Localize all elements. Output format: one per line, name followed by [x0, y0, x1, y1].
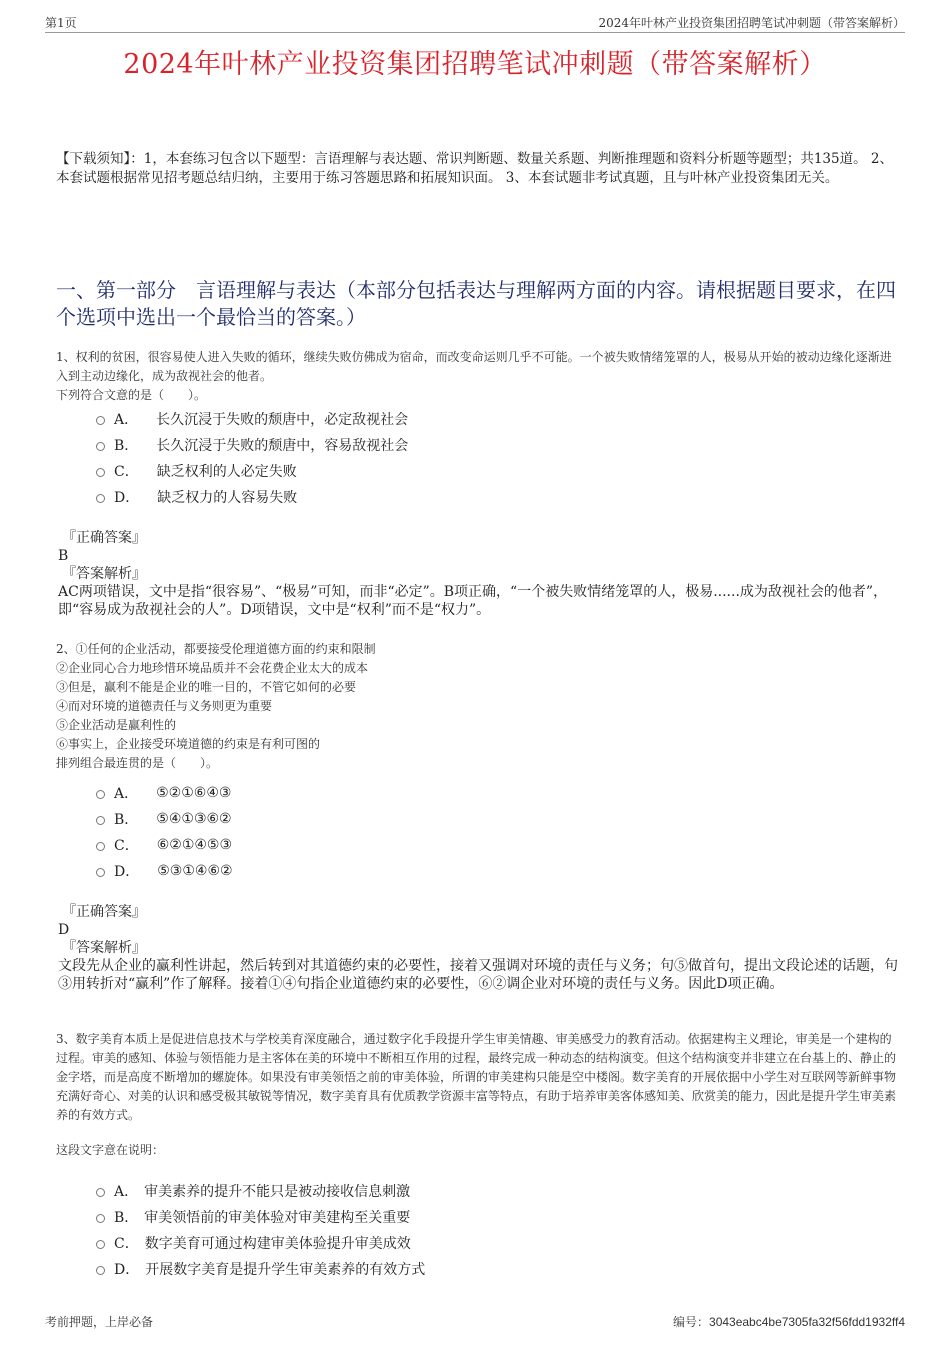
stem-line: 3、数字美育本质上是促进信息技术与学校美育深度融合，通过数字化手段提升学生审美情趣、审美感受力的教育活动。依据建构主义理论，审美是一个建构的过程。审美的感知、体验与领悟能力是主客体在美的环境中不断相互作用的过程，最终完成一种动态的结构演变。但这个结构演变并非建立在台基上的、静止的金字塔，而是高度不断增加的螺旋体。如果没有审美领悟之前的审美体验，所谓的审美建构只能是空中楼阁。数字美育的开展依据中小学生对互联网等新鲜事物充满好奇心、对美的认识和感受极其敏锐等情况，数字美育具有优质教学资源丰富等特点，有助于培养审美客体感知美、欣赏美的能力，因此是提升学生审美素养的有效方式。 — [56, 1032, 897, 1122]
radio-icon[interactable] — [96, 494, 105, 503]
radio-icon[interactable] — [96, 442, 105, 451]
footer-serial — [673, 1313, 905, 1330]
radio-icon[interactable] — [96, 868, 105, 877]
option-b[interactable]: B． ⑤④①③⑥② — [96, 806, 856, 832]
analysis-label: 『答案解析』 — [62, 566, 146, 582]
notice-label: 【下载须知】 — [56, 151, 131, 167]
footer-serial-code: 3043eabc4be7305fa32f56fdd1932ff4 — [709, 1315, 905, 1329]
radio-icon[interactable] — [96, 1188, 105, 1197]
option-c[interactable]: C． ⑥②①④⑤③ — [96, 832, 856, 858]
analysis-text: AC两项错误，文中是指“很容易”、“极易”可知，而非“必定”。B项正确，“一个被失败情绪笼罩的人，极易......成为敌视社会的他者”，即“容易成为敌视社会的人”。D项错误，文中是“权利”而不是“权力”。 — [58, 584, 888, 618]
stem-line: ⑥事实上，企业接受环境道德的约束是有利可图的 — [56, 737, 321, 751]
question-2-options — [96, 780, 856, 884]
document-title: 2024年叶林产业投资集团招聘笔试冲刺题（带答案解析） — [123, 49, 827, 80]
question-3-options — [96, 1178, 856, 1282]
stem-line: ②企业同心合力地珍惜环境品质并不会花费企业太大的成本 — [56, 661, 369, 675]
radio-icon[interactable] — [96, 416, 105, 425]
radio-icon[interactable] — [96, 842, 105, 851]
section-heading: 一、第一部分 言语理解与表达（本部分包括表达与理解两方面的内容。请根据题目要求，在四个选项中选出一个最恰当的答案。） — [56, 278, 896, 329]
answer-value: B — [58, 548, 69, 564]
question-1-options — [96, 406, 856, 510]
option-a[interactable]: A． 审美素养的提升不能只是被动接收信息刺激 — [96, 1178, 856, 1204]
option-b[interactable]: B． 审美领悟前的审美体验对审美建构至关重要 — [96, 1204, 856, 1230]
stem-line: ④而对环境的道德责任与义务则更为重要 — [56, 699, 273, 713]
radio-icon[interactable] — [96, 468, 105, 477]
question-2-answer — [56, 903, 898, 993]
stem-line: 排列组合最连贯的是（ ）。 — [56, 756, 219, 770]
header-doc-title: 2024年叶林产业投资集团招聘笔试冲刺题（带答案解析） — [598, 16, 905, 30]
footer-slogan: 考前押题，上岸必备 — [45, 1315, 154, 1329]
stem-line: ③但是，赢利不能是企业的唯一目的，不管它如何的必要 — [56, 680, 357, 694]
stem-line: 下列符合文意的是（ ）。 — [56, 388, 207, 402]
header-divider — [45, 32, 905, 33]
notice-text: ：1，本套练习包含以下题型：言语理解与表达题、常识判断题、数量关系题、判断推理题和资料分析题等题型；共135道。 2、本套试题根据常见招考题总结归纳，主要用于练习答题思路和拓展知识面。 3、本套试题非考试真题，且与叶林产业投资集团无关。 — [56, 151, 893, 186]
question-1-stem — [56, 348, 898, 405]
option-d[interactable]: D． ⑤③①④⑥② — [96, 858, 856, 884]
option-c[interactable]: C． 缺乏权利的人必定失败 — [96, 458, 856, 484]
radio-icon[interactable] — [96, 1240, 105, 1249]
radio-icon[interactable] — [96, 1266, 105, 1275]
footer-serial-label: 编号： — [673, 1315, 710, 1329]
analysis-text: 文段先从企业的赢利性讲起，然后转到对其道德约束的必要性，接着又强调对环境的责任与义务；句⑤做首句，提出文段论述的话题，句③用转折对“赢利”作了解释。接着①④句指企业道德约束的必要性，⑥②调企业对环境的责任与义务。因此D项正确。 — [58, 958, 898, 992]
stem-line: 2、①任何的企业活动，都要接受伦理道德方面的约束和限制 — [56, 642, 376, 656]
stem-line: ⑤企业活动是赢利性的 — [56, 718, 177, 732]
option-b[interactable]: B． 长久沉浸于失败的颓唐中，容易敌视社会 — [96, 432, 856, 458]
page-number-label: 第1页 — [45, 16, 77, 30]
option-c[interactable]: C． 数字美育可通过构建审美体验提升审美成效 — [96, 1230, 856, 1256]
answer-label: 『正确答案』 — [62, 904, 146, 920]
radio-icon[interactable] — [96, 1214, 105, 1223]
radio-icon[interactable] — [96, 816, 105, 825]
question-1-answer — [56, 529, 898, 619]
option-d[interactable]: D． 缺乏权力的人容易失败 — [96, 484, 856, 510]
answer-value: D — [58, 922, 70, 938]
radio-icon[interactable] — [96, 790, 105, 799]
stem-line: 这段文字意在说明： — [56, 1143, 165, 1157]
option-a[interactable]: A． 长久沉浸于失败的颓唐中，必定敌视社会 — [96, 406, 856, 432]
analysis-label: 『答案解析』 — [62, 940, 146, 956]
question-2-stem — [56, 640, 898, 773]
stem-line: 1、权利的贫困，很容易使人进入失败的循环，继续失败仿佛成为宿命，而改变命运则几乎不可能。一个被失败情绪笼罩的人，极易从开始的被动边缘化逐渐进入到主动边缘化，成为敌视社会的他者。 — [56, 350, 892, 383]
option-d[interactable]: D． 开展数字美育是提升学生审美素养的有效方式 — [96, 1256, 856, 1282]
download-notice — [56, 150, 898, 188]
question-3-stem — [56, 1030, 898, 1160]
answer-label: 『正确答案』 — [62, 530, 146, 546]
option-a[interactable]: A． ⑤②①⑥④③ — [96, 780, 856, 806]
